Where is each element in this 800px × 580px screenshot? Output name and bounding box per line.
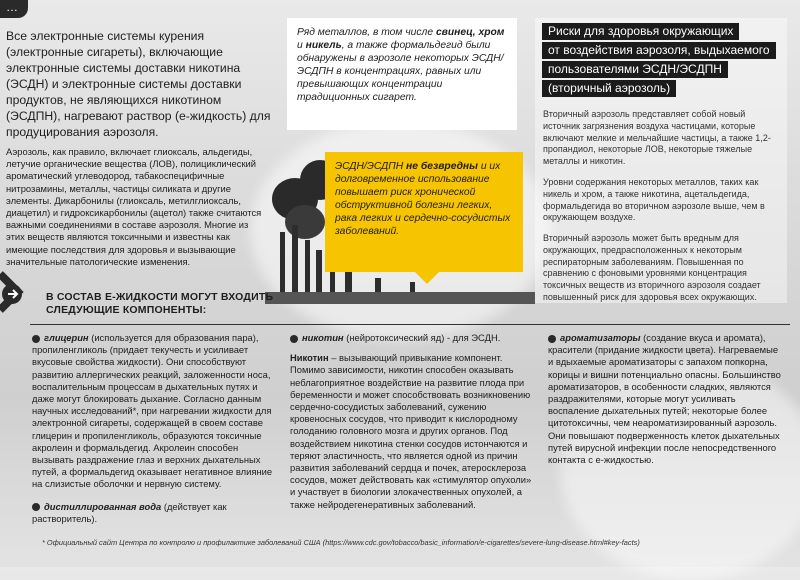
components-heading: В СОСТАВ Е-ЖИДКОСТИ МОГУТ ВХОДИТЬ СЛЕДУЮЩИЕ КОМПОНЕНТЫ: bbox=[46, 291, 274, 316]
panel-paragraph: Вторичный аэрозоль представляет собой новый источник загрязнения воздуха частицами, которые включают мелкие и мельчайшие частицы, а также 1,2-пропандиол, некоторые ЛОВ, некоторые тяжелые металлы и никотин. bbox=[543, 109, 771, 167]
flavor-column: ароматизаторы (создание вкуса и аромата), красители (придание жидкости цвета). Нагреваемые и вдыхаемые ароматизаторы с запахом попкорна, корицы и вишни потенциально опасны. Большинство ароматизаторов, в особенности сладких, являются раздражителями, которые могут усиливать воспаление дыхательных путей; некоторые более цитотоксичны, чем неароматизированный аэрозоль. Они повышают подверженность клеток дыхательных путей вирусной инфекции после непосредственного контакта с е-жидкостью. bbox=[548, 332, 781, 466]
harm-quote: ЭСДН/ЭСДПН не безвредны и их долговременное использование повышает риск хронической обструктивной болезни легких, рака легких и сердечно-сосудистых заболеваний. bbox=[325, 152, 523, 272]
metals-quote: Ряд металлов, в том числе свинец, хром и никель, а также формальдегид были обнаружены в аэрозоле некоторых ЭСДН/ЭСДПН в концентрациях, равных или превышающих концентрации традиционных сигарет. bbox=[287, 18, 517, 130]
panel-paragraph: Вторичный аэрозоль может быть вредным для окружающих, предрасположенных к некоторым респираторным заболеваниям. Повышенная по сравнению с фоновыми уровнями концентрация токсичных веществ из вторичного аэрозоля создает повышенный риск для здоровья всех окружающих. bbox=[543, 233, 761, 302]
bullet-icon bbox=[32, 503, 40, 511]
bullet-icon bbox=[32, 335, 40, 343]
chevron-right-icon bbox=[0, 270, 30, 316]
panel-heading: Риски для здоровья окружающих от воздействия аэрозоля, выдыхаемого пользователями ЭСДН/ЭСДПН (вторичный аэрозоль) bbox=[542, 22, 780, 98]
divider bbox=[30, 324, 790, 325]
bullet-icon bbox=[548, 335, 556, 343]
speech-bubble-icon: … bbox=[0, 0, 28, 18]
panel-paragraph: Уровни содержания некоторых металлов, таких как никель и хром, а также никотина, ацетальдегида, формальдегида во вторичном аэрозоле выше, чем в окружающем воздухе. bbox=[543, 177, 765, 223]
bullet-icon bbox=[290, 335, 298, 343]
intro-details: Аэрозоль, как правило, включает глиоксаль, альдегиды, летучие органические вещества (ЛОВ), полициклический ароматический углеводород, табакоспецифичные нитрозамины, металлы, частицы силиката и другие элементы. Дикарбонилы (глиоксаль, метилглиоксаль, диацетил) и гидроксикарбонилы (ацетол) также считаются важными соединениями в составе аэрозоля. Многие из этих веществ являются токсичными и известны как имеющие последствия для здоровья и вызывающие значительные патологические изменения. bbox=[6, 146, 262, 267]
nicotine-column: никотин (нейротоксический яд) - для ЭСДН. Никотин – вызывающий привыкание компонент. Помимо зависимости, никотин способен оказывать неблагоприятное воздействие на развитие плода при беременности и может способствовать возникновению сердечно-сосудистых заболеваний, сужению кровеносных сосудов, что приводит к кислородному голоданию головного мозга и других органов. Под воздействием никотина стенки сосудов истончаются и теряют эластичность, что является одной из причин развития заболеваний сердца и почек, атеросклероза сосудов, может действовать как «стимулятор опухоли» и участвует в биологии злокачественных опухолей, а также нейродегенеративных заболеваний. bbox=[290, 332, 532, 510]
glycerin-column: глицерин (используется для образования пара), пропиленгликоль (придает текучесть и усиливает вкусовые свойства жидкости). Они способствуют развитию аллергических реакций, заложенности носа, воспалительным процессам в дыхательных путях и даже могут блокировать дыхание. Согласно данным научных исследований*, при нагревании жидкости для электронной сигареты, содержащей в своем составе глицерин и пропиленгликоль, образуются токсичные акролеин и формальдегид. Акролеин способен вызывать раздражение глаз и верхних дыхательных путей, а формальдегид оказывает негативное влияние на слизистые оболочки и нервную систему. дистиллированная вода (действует как растворитель). bbox=[32, 332, 273, 524]
intro-text: Все электронные системы курения (электронные сигареты), включающие электронные системы доставки никотина (ЭСДН) и электронные системы доставки продуктов, не являющихся никотином (ЭСДПН), нагревают раствор (е-жидкость) для продуцирования аэрозоля. bbox=[6, 29, 271, 139]
secondary-aerosol-panel bbox=[535, 18, 787, 303]
footnote: * Официальный сайт Центра по контролю и профилактике заболеваний США (https://www.cdc.gov/tobacco/basic_information/e-cigarettes/severe-lung-disease.html#key-facts) bbox=[42, 538, 640, 547]
